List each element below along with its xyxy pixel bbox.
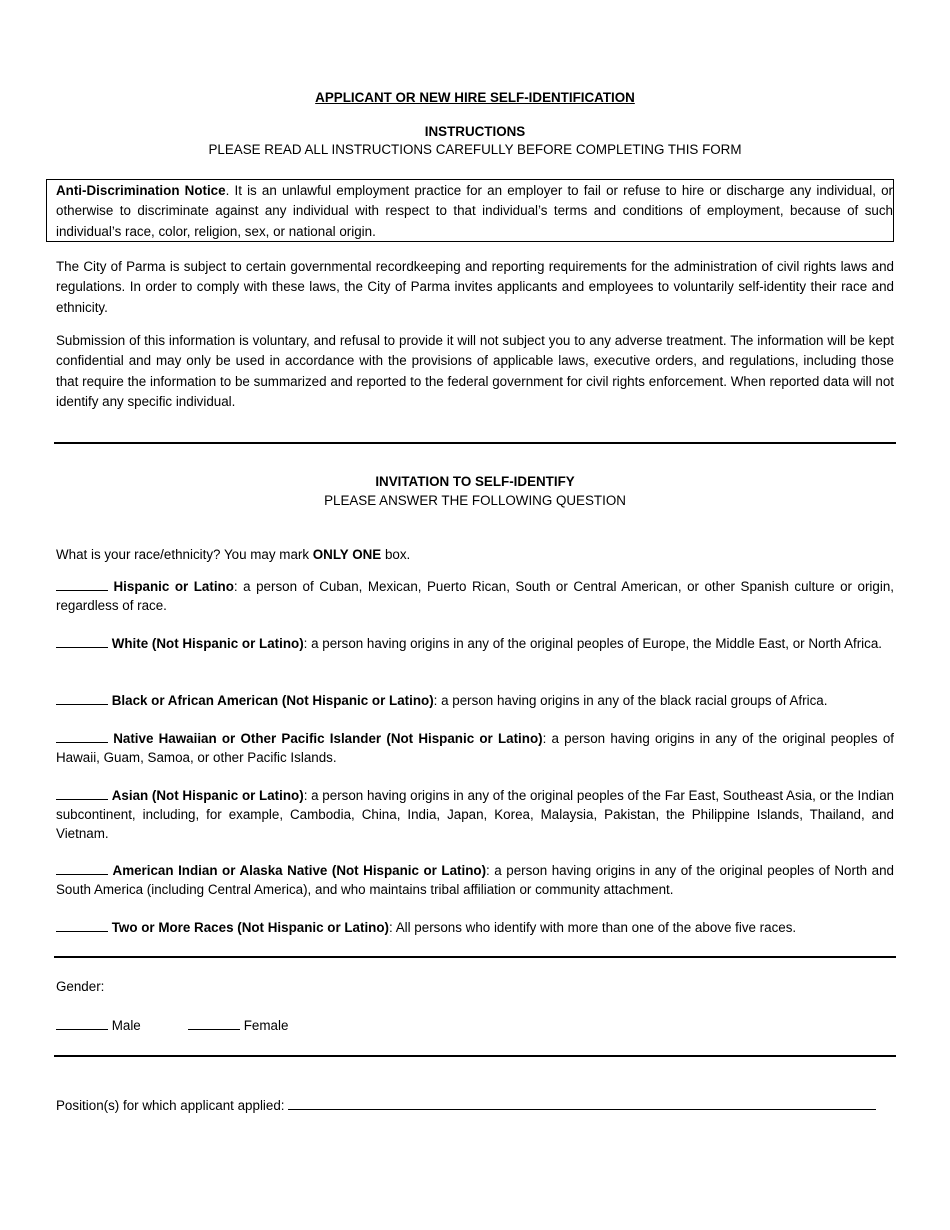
race-option-white: White (Not Hispanic or Latino): a person having origins in any of the original peoples of Europe, the Middle East, or North Africa. [56, 634, 894, 653]
section-divider [54, 1055, 896, 1057]
race-option-hispanic: Hispanic or Latino: a person of Cuban, Mexican, Puerto Rican, South or Central American, or other Spanish culture or origin, regardless of race. [56, 579, 894, 613]
position-input-line[interactable] [288, 1097, 876, 1110]
position-row [56, 1097, 876, 1113]
race-blank-hispanic[interactable] [56, 578, 108, 591]
race-blank-pacific-islander[interactable] [56, 730, 108, 743]
instructions-heading: INSTRUCTIONS [424, 124, 526, 139]
voluntary-paragraph: Submission of this information is voluntary, and refusal to provide it will not subject you to any adverse treatment. The information will be kept confidential and may only be used in accordance with the provisions of applicable laws, executive orders, and regulations, including those that require the information to be summarized and reported to the federal government for civil rights enforcement. When reported data will not identify any specific individual. [56, 333, 894, 409]
position-label: Position(s) for which applicant applied: [56, 1098, 289, 1113]
gender-option-male: Male [56, 1017, 141, 1033]
anti-discrimination-notice-box [46, 179, 894, 242]
notice-text: . It is an unlawful employment practice for an employer to fail or refuse to hire or discharge any individual, or otherwise to discriminate against any individual with respect to that individual’s terms and conditions of employment, because of such individual’s race, color, religion, sex, or national origin. [56, 183, 893, 239]
gender-blank-female[interactable] [188, 1017, 240, 1030]
race-option-black: Black or African American (Not Hispanic or Latino): a person having origins in any of the black racial groups of Africa. [56, 691, 894, 710]
section-divider [54, 442, 896, 444]
invitation-subheading: PLEASE ANSWER THE FOLLOWING QUESTION [324, 493, 626, 508]
instructions-subheading: PLEASE READ ALL INSTRUCTIONS CAREFULLY BEFORE COMPLETING THIS FORM [208, 142, 742, 157]
section-divider [54, 956, 896, 958]
gender-option-female: Female [188, 1017, 288, 1033]
race-option-pacific-islander: Native Hawaiian or Other Pacific Islander (Not Hispanic or Latino): a person having origins in any of the original peoples of Hawaii, Guam, Samoa, or other Pacific Islands. [56, 731, 894, 765]
race-blank-white[interactable] [56, 635, 108, 648]
race-option-two-or-more: Two or More Races (Not Hispanic or Latino): All persons who identify with more than one of the above five races. [56, 918, 894, 937]
race-option-american-indian: American Indian or Alaska Native (Not Hispanic or Latino): a person having origins in any of the original peoples of North and South America (including Central America), and who maintains tribal affiliation or community attachment. [56, 863, 894, 897]
race-question: What is your race/ethnicity? You may mark ONLY ONE box. [56, 547, 411, 562]
recordkeeping-paragraph: The City of Parma is subject to certain governmental recordkeeping and reporting requirements for the administration of civil rights laws and regulations. In order to comply with these laws, the City of Parma invites applicants and employees to voluntarily self-identity their race and ethnicity. [56, 259, 894, 315]
race-blank-two-or-more[interactable] [56, 919, 108, 932]
race-blank-american-indian[interactable] [56, 862, 108, 875]
invitation-heading: INVITATION TO SELF-IDENTIFY [375, 474, 575, 489]
race-blank-asian[interactable] [56, 787, 108, 800]
form-title: APPLICANT OR NEW HIRE SELF-IDENTIFICATION [315, 90, 635, 105]
race-blank-black[interactable] [56, 692, 108, 705]
notice-label: Anti-Discrimination Notice [56, 183, 226, 198]
race-option-asian: Asian (Not Hispanic or Latino): a person having origins in any of the original peoples of the Far East, Southeast Asia, or the Indian subcontinent, including, for example, Cambodia, China, India, Japan, Korea, Malaysia, Pakistan, the Philippine Islands, Thailand, and Vietnam. [56, 788, 894, 841]
gender-blank-male[interactable] [56, 1017, 108, 1030]
gender-label: Gender: [56, 979, 105, 994]
only-one-emphasis: ONLY ONE [312, 547, 382, 562]
